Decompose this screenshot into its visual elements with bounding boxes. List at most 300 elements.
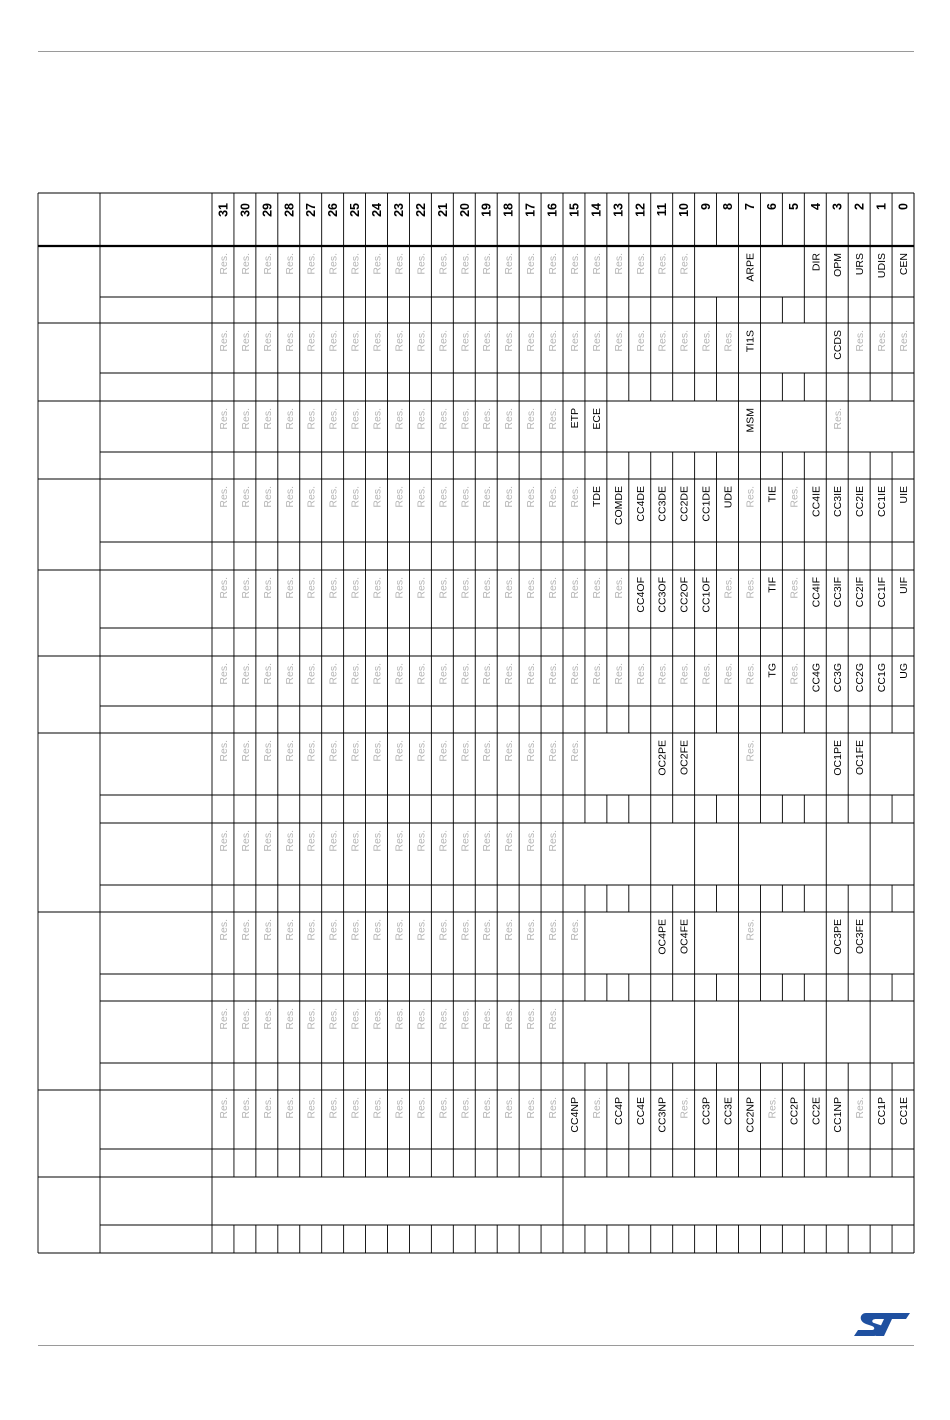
field-name-label: CC3OF — [656, 577, 669, 613]
field-name-label: CC2P — [788, 1097, 801, 1126]
reserved-bit-label: Res. — [283, 1097, 296, 1119]
field-name-label: MSM — [744, 408, 757, 433]
reserved-bit-label: Res. — [503, 486, 516, 508]
reserved-bit-label: Res. — [239, 253, 252, 275]
reserved-bit-label: Res. — [481, 1008, 494, 1030]
reserved-bit-label: Res. — [393, 919, 406, 941]
reserved-bit-label: Res. — [393, 577, 406, 599]
field-name-label: TDE — [590, 486, 603, 507]
reserved-bit-label: Res. — [547, 486, 560, 508]
reserved-bit-label: Res. — [217, 330, 230, 352]
field-name-label: CC4NP — [568, 1097, 581, 1133]
bit-number-label: 7 — [742, 203, 757, 210]
reserved-bit-label: Res. — [415, 740, 428, 762]
reserved-bit-label: Res. — [371, 408, 384, 430]
reserved-bit-label: Res. — [239, 740, 252, 762]
reserved-bit-label: Res. — [327, 408, 340, 430]
field-name-label: CEN — [898, 253, 911, 276]
reserved-bit-label: Res. — [503, 330, 516, 352]
reserved-bit-label: Res. — [305, 330, 318, 352]
reserved-bit-label: Res. — [283, 740, 296, 762]
bit-number-label: 4 — [808, 203, 823, 210]
bit-number-label: 28 — [282, 203, 297, 217]
reserved-bit-label: Res. — [547, 253, 560, 275]
reserved-bit-label: Res. — [239, 1008, 252, 1030]
reserved-bit-label: Res. — [568, 253, 581, 275]
reserved-bit-label: Res. — [371, 919, 384, 941]
bit-number-label: 11 — [655, 203, 670, 217]
reserved-bit-label: Res. — [261, 253, 274, 275]
reserved-bit-label: Res. — [393, 330, 406, 352]
reserved-bit-label: Res. — [547, 330, 560, 352]
field-name-label: CCDS — [832, 330, 845, 360]
reserved-bit-label: Res. — [547, 919, 560, 941]
bit-number-label: 23 — [391, 203, 406, 217]
reserved-bit-label: Res. — [700, 330, 713, 352]
reserved-bit-label: Res. — [371, 253, 384, 275]
reserved-bit-label: Res. — [393, 830, 406, 852]
reserved-bit-label: Res. — [700, 663, 713, 685]
reserved-bit-label: Res. — [525, 408, 538, 430]
reserved-bit-label: Res. — [590, 330, 603, 352]
field-name-label: CC3E — [722, 1097, 735, 1126]
reserved-bit-label: Res. — [744, 486, 757, 508]
reserved-bit-label: Res. — [415, 486, 428, 508]
field-name-label: TIE — [766, 486, 779, 503]
reserved-bit-label: Res. — [568, 486, 581, 508]
reserved-bit-label: Res. — [481, 577, 494, 599]
reserved-bit-label: Res. — [722, 663, 735, 685]
reserved-bit-label: Res. — [327, 486, 340, 508]
reserved-bit-label: Res. — [217, 663, 230, 685]
reserved-bit-label: Res. — [525, 486, 538, 508]
bit-number-label: 0 — [896, 203, 911, 210]
reserved-bit-label: Res. — [217, 408, 230, 430]
field-name-label: URS — [854, 253, 867, 276]
reserved-bit-label: Res. — [481, 1097, 494, 1119]
footer-rule — [38, 1345, 914, 1346]
reserved-bit-label: Res. — [590, 577, 603, 599]
reserved-bit-label: Res. — [415, 919, 428, 941]
reserved-bit-label: Res. — [305, 663, 318, 685]
field-name-label: DIR — [810, 253, 823, 272]
reserved-bit-label: Res. — [568, 330, 581, 352]
reserved-bit-label: Res. — [525, 1008, 538, 1030]
reserved-bit-label: Res. — [525, 577, 538, 599]
field-name-label: CC4IE — [810, 486, 823, 517]
bit-number-label: 9 — [699, 203, 714, 210]
reserved-bit-label: Res. — [898, 330, 911, 352]
reserved-bit-label: Res. — [239, 1097, 252, 1119]
reserved-bit-label: Res. — [612, 253, 625, 275]
reserved-bit-label: Res. — [261, 408, 274, 430]
reserved-bit-label: Res. — [437, 408, 450, 430]
bit-number-label: 24 — [370, 203, 385, 217]
reserved-bit-label: Res. — [349, 1097, 362, 1119]
reserved-bit-label: Res. — [393, 253, 406, 275]
field-name-label: CC1NP — [832, 1097, 845, 1133]
field-name-label: ARPE — [744, 253, 757, 282]
field-name-label: ETP — [568, 408, 581, 429]
reserved-bit-label: Res. — [349, 830, 362, 852]
field-name-label: TIF — [766, 577, 779, 593]
reserved-bit-label: Res. — [481, 486, 494, 508]
reserved-bit-label: Res. — [547, 1008, 560, 1030]
reserved-bit-label: Res. — [437, 919, 450, 941]
bit-number-label: 17 — [523, 203, 538, 217]
reserved-bit-label: Res. — [217, 740, 230, 762]
reserved-bit-label: Res. — [568, 919, 581, 941]
reserved-bit-label: Res. — [305, 740, 318, 762]
reserved-bit-label: Res. — [371, 330, 384, 352]
reserved-bit-label: Res. — [634, 330, 647, 352]
reserved-bit-label: Res. — [525, 330, 538, 352]
reserved-bit-label: Res. — [305, 919, 318, 941]
reserved-bit-label: Res. — [437, 577, 450, 599]
bit-number-label: 14 — [589, 203, 604, 217]
field-name-label: CC4G — [810, 663, 823, 693]
reserved-bit-label: Res. — [437, 486, 450, 508]
reserved-bit-label: Res. — [788, 486, 801, 508]
field-name-label: CC2DE — [678, 486, 691, 522]
reserved-bit-label: Res. — [283, 253, 296, 275]
reserved-bit-label: Res. — [459, 919, 472, 941]
field-name-label: UG — [898, 663, 911, 679]
st-logo-icon — [852, 1309, 912, 1337]
reserved-bit-label: Res. — [415, 577, 428, 599]
bit-number-label: 8 — [721, 203, 736, 210]
reserved-bit-label: Res. — [590, 1097, 603, 1119]
reserved-bit-label: Res. — [393, 408, 406, 430]
reserved-bit-label: Res. — [349, 663, 362, 685]
reserved-bit-label: Res. — [525, 830, 538, 852]
reserved-bit-label: Res. — [459, 577, 472, 599]
field-name-label: UIE — [898, 486, 911, 504]
reserved-bit-label: Res. — [744, 577, 757, 599]
field-name-label: TG — [766, 663, 779, 678]
field-name-label: OPM — [832, 253, 845, 277]
reserved-bit-label: Res. — [459, 253, 472, 275]
reserved-bit-label: Res. — [217, 486, 230, 508]
reserved-bit-label: Res. — [437, 330, 450, 352]
reserved-bit-label: Res. — [327, 919, 340, 941]
reserved-bit-label: Res. — [503, 1097, 516, 1119]
reserved-bit-label: Res. — [547, 1097, 560, 1119]
reserved-bit-label: Res. — [327, 577, 340, 599]
reserved-bit-label: Res. — [349, 577, 362, 599]
reserved-bit-label: Res. — [283, 486, 296, 508]
reserved-bit-label: Res. — [481, 919, 494, 941]
reserved-bit-label: Res. — [349, 486, 362, 508]
reserved-bit-label: Res. — [503, 408, 516, 430]
reserved-bit-label: Res. — [503, 253, 516, 275]
reserved-bit-label: Res. — [283, 408, 296, 430]
reserved-bit-label: Res. — [305, 408, 318, 430]
field-name-label: OC2FE — [678, 740, 691, 776]
reserved-bit-label: Res. — [217, 577, 230, 599]
reserved-bit-label: Res. — [459, 740, 472, 762]
reserved-bit-label: Res. — [261, 1008, 274, 1030]
table-grid — [38, 193, 914, 1253]
reserved-bit-label: Res. — [788, 663, 801, 685]
reserved-bit-label: Res. — [612, 330, 625, 352]
field-name-label: CC4E — [634, 1097, 647, 1126]
reserved-bit-label: Res. — [261, 577, 274, 599]
reserved-bit-label: Res. — [437, 830, 450, 852]
reserved-bit-label: Res. — [678, 253, 691, 275]
bit-number-label: 21 — [435, 203, 450, 217]
bit-number-label: 10 — [677, 203, 692, 217]
reserved-bit-label: Res. — [503, 577, 516, 599]
field-name-label: CC3IF — [832, 577, 845, 608]
reserved-bit-label: Res. — [634, 253, 647, 275]
reserved-bit-label: Res. — [261, 486, 274, 508]
reserved-bit-label: Res. — [239, 919, 252, 941]
field-name-label: CC3IE — [832, 486, 845, 517]
reserved-bit-label: Res. — [305, 486, 318, 508]
reserved-bit-label: Res. — [437, 663, 450, 685]
bit-number-label: 12 — [633, 203, 648, 217]
reserved-bit-label: Res. — [239, 330, 252, 352]
reserved-bit-label: Res. — [437, 1008, 450, 1030]
bit-number-label: 13 — [611, 203, 626, 217]
reserved-bit-label: Res. — [744, 663, 757, 685]
reserved-bit-label: Res. — [217, 830, 230, 852]
reserved-bit-label: Res. — [590, 663, 603, 685]
field-name-label: OC1FE — [854, 740, 867, 776]
field-name-label: CC3DE — [656, 486, 669, 522]
reserved-bit-label: Res. — [568, 740, 581, 762]
reserved-bit-label: Res. — [239, 408, 252, 430]
reserved-bit-label: Res. — [437, 1097, 450, 1119]
reserved-bit-label: Res. — [481, 740, 494, 762]
reserved-bit-label: Res. — [261, 919, 274, 941]
field-name-label: CC1IE — [876, 486, 889, 517]
reserved-bit-label: Res. — [239, 663, 252, 685]
field-name-label: OC2PE — [656, 740, 669, 776]
reserved-bit-label: Res. — [503, 919, 516, 941]
reserved-bit-label: Res. — [547, 830, 560, 852]
reserved-bit-label: Res. — [678, 330, 691, 352]
bit-number-label: 5 — [786, 203, 801, 210]
field-name-label: CC2IF — [854, 577, 867, 608]
reserved-bit-label: Res. — [525, 919, 538, 941]
reserved-bit-label: Res. — [854, 330, 867, 352]
reserved-bit-label: Res. — [503, 830, 516, 852]
reserved-bit-label: Res. — [415, 253, 428, 275]
reserved-bit-label: Res. — [678, 1097, 691, 1119]
field-name-label: OC4FE — [678, 919, 691, 955]
reserved-bit-label: Res. — [305, 1008, 318, 1030]
reserved-bit-label: Res. — [459, 1097, 472, 1119]
reserved-bit-label: Res. — [744, 740, 757, 762]
reserved-bit-label: Res. — [393, 1008, 406, 1030]
reserved-bit-label: Res. — [283, 919, 296, 941]
reserved-bit-label: Res. — [305, 253, 318, 275]
bit-number-label: 31 — [216, 203, 231, 217]
field-name-label: OC3PE — [832, 919, 845, 955]
reserved-bit-label: Res. — [722, 330, 735, 352]
reserved-bit-label: Res. — [415, 1097, 428, 1119]
field-name-label: UIF — [898, 577, 911, 594]
reserved-bit-label: Res. — [481, 663, 494, 685]
reserved-bit-label: Res. — [327, 330, 340, 352]
reserved-bit-label: Res. — [547, 408, 560, 430]
field-name-label: OC1PE — [832, 740, 845, 776]
reserved-bit-label: Res. — [656, 253, 669, 275]
reserved-bit-label: Res. — [261, 740, 274, 762]
reserved-bit-label: Res. — [371, 1097, 384, 1119]
field-name-label: CC3G — [832, 663, 845, 693]
reserved-bit-label: Res. — [261, 663, 274, 685]
field-name-label: CC1P — [876, 1097, 889, 1126]
reserved-bit-label: Res. — [261, 330, 274, 352]
field-name-label: CC4DE — [634, 486, 647, 522]
field-name-label: CC2E — [810, 1097, 823, 1126]
reserved-bit-label: Res. — [239, 830, 252, 852]
reserved-bit-label: Res. — [832, 408, 845, 430]
reserved-bit-label: Res. — [283, 330, 296, 352]
field-name-label: CC3NP — [656, 1097, 669, 1133]
bit-number-label: 29 — [260, 203, 275, 217]
reserved-bit-label: Res. — [349, 919, 362, 941]
reserved-bit-label: Res. — [459, 1008, 472, 1030]
bit-number-label: 18 — [501, 203, 516, 217]
reserved-bit-label: Res. — [371, 740, 384, 762]
bit-number-label: 20 — [457, 203, 472, 217]
reserved-bit-label: Res. — [525, 740, 538, 762]
reserved-bit-label: Res. — [568, 577, 581, 599]
reserved-bit-label: Res. — [371, 486, 384, 508]
reserved-bit-label: Res. — [459, 486, 472, 508]
reserved-bit-label: Res. — [349, 1008, 362, 1030]
bit-number-label: 2 — [852, 203, 867, 210]
reserved-bit-label: Res. — [261, 830, 274, 852]
reserved-bit-label: Res. — [217, 1097, 230, 1119]
reserved-bit-label: Res. — [327, 253, 340, 275]
field-name-label: CC4P — [612, 1097, 625, 1126]
reserved-bit-label: Res. — [239, 486, 252, 508]
reserved-bit-label: Res. — [327, 740, 340, 762]
field-name-label: UDE — [722, 486, 735, 509]
field-name-label: CC2OF — [678, 577, 691, 613]
reserved-bit-label: Res. — [239, 577, 252, 599]
bit-number-label: 26 — [326, 203, 341, 217]
reserved-bit-label: Res. — [371, 663, 384, 685]
reserved-bit-label: Res. — [503, 663, 516, 685]
reserved-bit-label: Res. — [525, 1097, 538, 1119]
reserved-bit-label: Res. — [393, 486, 406, 508]
reserved-bit-label: Res. — [393, 740, 406, 762]
field-name-label: CC3P — [700, 1097, 713, 1126]
reserved-bit-label: Res. — [349, 740, 362, 762]
reserved-bit-label: Res. — [437, 253, 450, 275]
reserved-bit-label: Res. — [283, 577, 296, 599]
reserved-bit-label: Res. — [788, 577, 801, 599]
bit-number-label: 15 — [567, 203, 582, 217]
reserved-bit-label: Res. — [547, 577, 560, 599]
reserved-bit-label: Res. — [766, 1097, 779, 1119]
reserved-bit-label: Res. — [744, 919, 757, 941]
reserved-bit-label: Res. — [415, 408, 428, 430]
reserved-bit-label: Res. — [481, 830, 494, 852]
reserved-bit-label: Res. — [568, 663, 581, 685]
field-name-label: CC1G — [876, 663, 889, 693]
reserved-bit-label: Res. — [437, 740, 450, 762]
reserved-bit-label: Res. — [415, 830, 428, 852]
reserved-bit-label: Res. — [371, 1008, 384, 1030]
reserved-bit-label: Res. — [305, 1097, 318, 1119]
reserved-bit-label: Res. — [217, 253, 230, 275]
field-name-label: CC2G — [854, 663, 867, 693]
bit-number-label: 19 — [479, 203, 494, 217]
bit-number-label: 6 — [764, 203, 779, 210]
reserved-bit-label: Res. — [503, 1008, 516, 1030]
bit-number-label: 16 — [545, 203, 560, 217]
bit-number-label: 1 — [874, 203, 889, 210]
reserved-bit-label: Res. — [371, 830, 384, 852]
reserved-bit-label: Res. — [349, 253, 362, 275]
reserved-bit-label: Res. — [327, 830, 340, 852]
reserved-bit-label: Res. — [612, 577, 625, 599]
bit-number-label: 22 — [413, 203, 428, 217]
reserved-bit-label: Res. — [327, 1097, 340, 1119]
reserved-bit-label: Res. — [481, 408, 494, 430]
reserved-bit-label: Res. — [415, 663, 428, 685]
field-name-label: OC4PE — [656, 919, 669, 955]
reserved-bit-label: Res. — [612, 663, 625, 685]
reserved-bit-label: Res. — [305, 577, 318, 599]
field-name-label: UDIS — [876, 253, 889, 279]
bit-number-label: 27 — [304, 203, 319, 217]
bit-number-label: 30 — [238, 203, 253, 217]
reserved-bit-label: Res. — [656, 330, 669, 352]
reserved-bit-label: Res. — [349, 408, 362, 430]
reserved-bit-label: Res. — [656, 663, 669, 685]
reserved-bit-label: Res. — [525, 253, 538, 275]
reserved-bit-label: Res. — [305, 830, 318, 852]
field-name-label: COMDE — [612, 486, 625, 526]
field-name-label: CC1DE — [700, 486, 713, 522]
reserved-bit-label: Res. — [459, 830, 472, 852]
reserved-bit-label: Res. — [283, 1008, 296, 1030]
field-name-label: CC1E — [898, 1097, 911, 1126]
field-name-label: CC1IF — [876, 577, 889, 608]
reserved-bit-label: Res. — [722, 577, 735, 599]
reserved-bit-label: Res. — [547, 740, 560, 762]
reserved-bit-label: Res. — [459, 330, 472, 352]
reserved-bit-label: Res. — [678, 663, 691, 685]
reserved-bit-label: Res. — [415, 1008, 428, 1030]
reserved-bit-label: Res. — [590, 253, 603, 275]
field-name-label: CC2IE — [854, 486, 867, 517]
reserved-bit-label: Res. — [634, 663, 647, 685]
field-name-label: CC1OF — [700, 577, 713, 613]
reserved-bit-label: Res. — [415, 330, 428, 352]
reserved-bit-label: Res. — [459, 408, 472, 430]
field-name-label: OC3FE — [854, 919, 867, 955]
field-name-label: ECE — [590, 408, 603, 430]
reserved-bit-label: Res. — [547, 663, 560, 685]
reserved-bit-label: Res. — [327, 1008, 340, 1030]
reserved-bit-label: Res. — [481, 253, 494, 275]
reserved-bit-label: Res. — [349, 330, 362, 352]
reserved-bit-label: Res. — [217, 919, 230, 941]
field-name-label: CC4IF — [810, 577, 823, 608]
reserved-bit-label: Res. — [371, 577, 384, 599]
reserved-bit-label: Res. — [525, 663, 538, 685]
reserved-bit-label: Res. — [217, 1008, 230, 1030]
